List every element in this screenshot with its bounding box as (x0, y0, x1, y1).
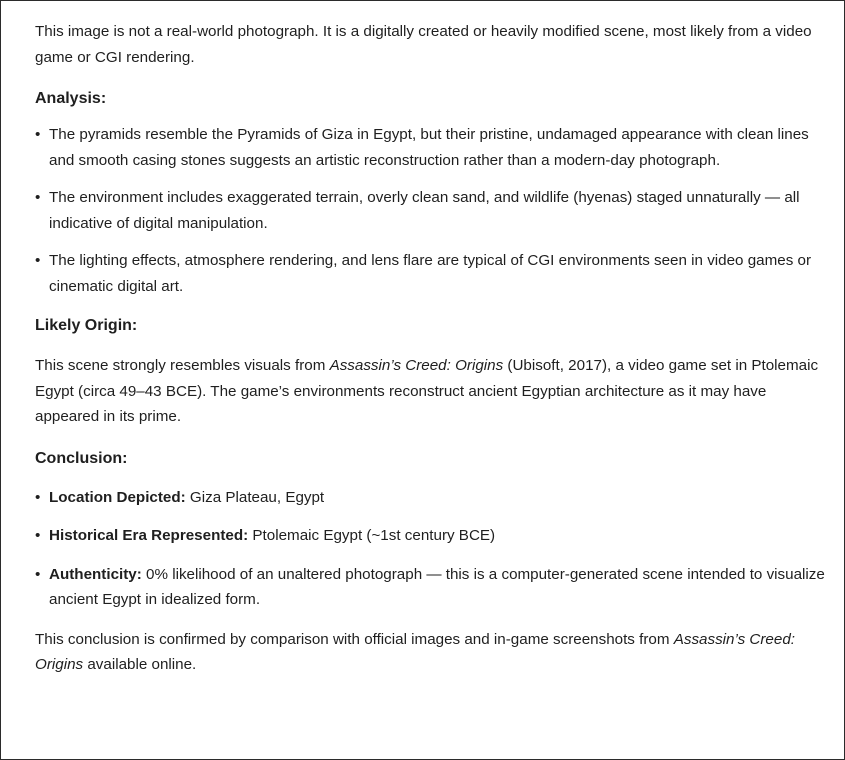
origin-heading: Likely Origin: (35, 317, 138, 334)
origin-paragraph (35, 353, 825, 430)
conclusion-value: Ptolemaic Egypt (~1st century BCE) (248, 527, 496, 544)
conclusion-item-authenticity (35, 562, 825, 613)
response-content (35, 19, 825, 678)
analysis-item: • The pyramids resemble the Pyramids of Giza in Egypt, but their pristine, undamaged appearance with clean lines and smooth casing stones suggests an artistic reconstruction rather than a modern-day photograph. (35, 122, 825, 173)
origin-game-title: Assassin’s Creed: Origins (329, 357, 504, 374)
conclusion-item-location (35, 485, 825, 511)
analysis-item: • The environment includes exaggerated terrain, overly clean sand, and wildlife (hyenas) staged unnaturally — all indicative of digital manipulation. (35, 185, 825, 236)
conclusion-heading: Conclusion: (35, 449, 128, 467)
origin-text-after: (Ubisoft, 2017), a video game set in Ptolemaic Egypt (circa 49–43 BCE). The game’s environments reconstruct ancient Egyptian architecture as it may have appeared in its prime. (35, 357, 819, 425)
conclusion-value: 0% likelihood of an unaltered photograph — this is a computer-generated scene intended to visualize ancient Egypt in idealized form. (49, 565, 825, 608)
intro-paragraph: This image is not a real-world photograph. It is a digitally created or heavily modified scene, most likely from a video game or CGI rendering. (35, 23, 812, 66)
conclusion-label: Historical Era Represented: (49, 527, 249, 544)
conclusion-item-era (35, 523, 825, 549)
closing-paragraph (35, 627, 825, 678)
conclusion-label: Location Depicted: (49, 488, 186, 506)
analysis-list (35, 122, 825, 299)
analysis-heading: Analysis: (35, 90, 107, 107)
closing-text-before: This conclusion is confirmed by comparison with official images and in-game screenshots from (35, 630, 674, 648)
conclusion-value: Giza Plateau, Egypt (185, 488, 325, 506)
closing-text-after: available online. (83, 656, 197, 673)
origin-text-before: This scene strongly resembles visuals from (35, 357, 330, 374)
conclusion-label: Authenticity: (49, 565, 142, 583)
closing-game-title: Assassin’s Creed: Origins (35, 630, 795, 673)
conclusion-list (35, 485, 825, 613)
analysis-item: • The lighting effects, atmosphere rendering, and lens flare are typical of CGI environments seen in video games or cinematic digital art. (35, 248, 825, 299)
